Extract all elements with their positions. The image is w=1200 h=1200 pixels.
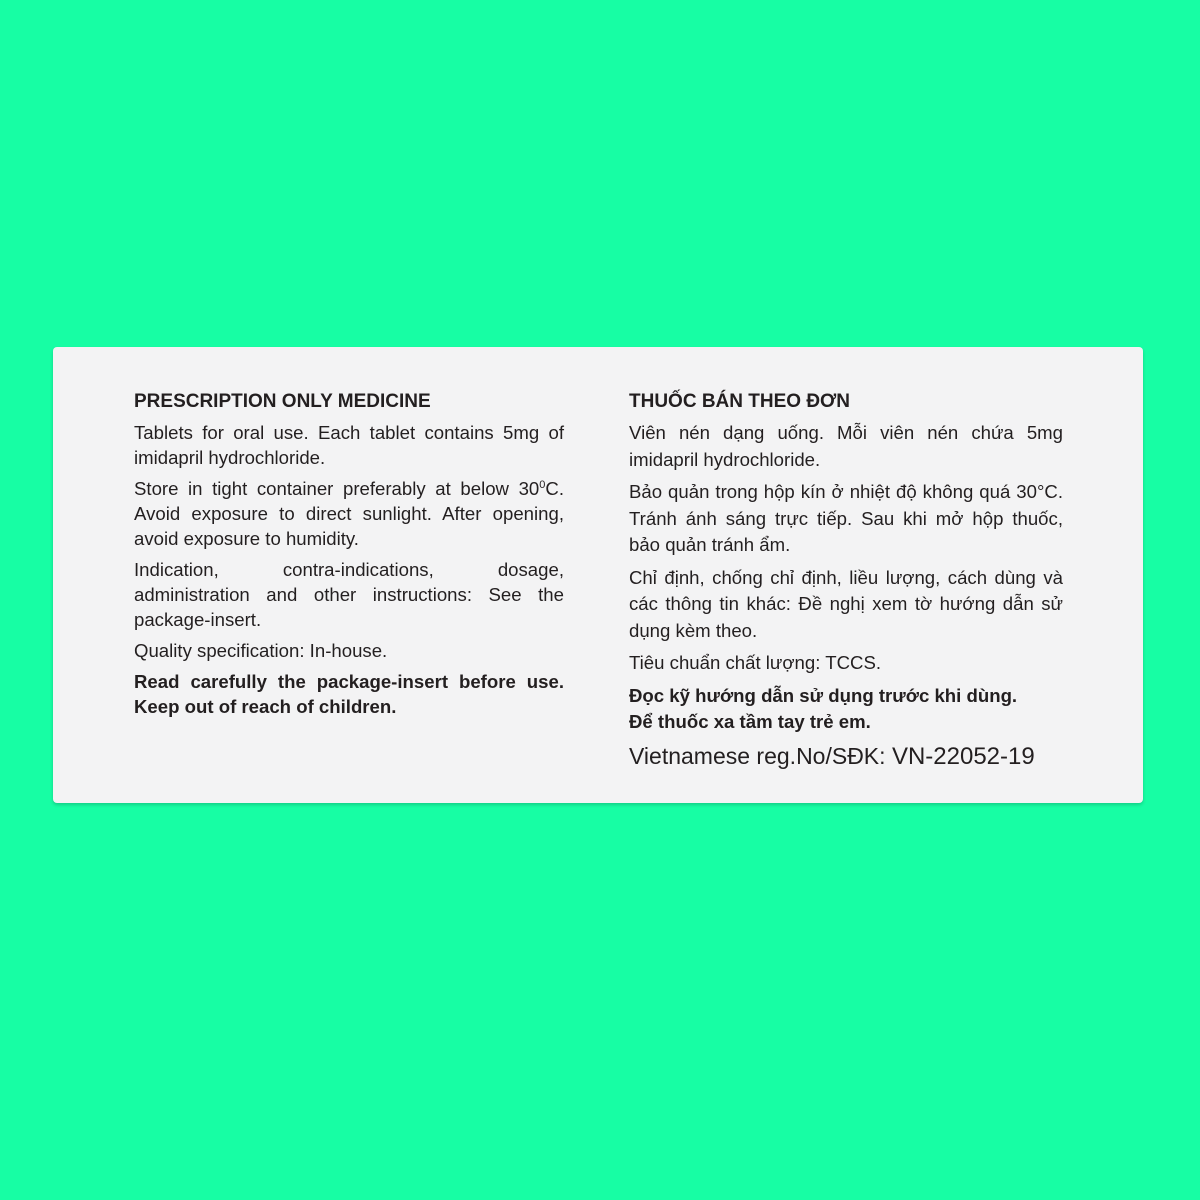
indication-text-vn: Chỉ định, chống chỉ định, liều lượng, cách dùng và các thông tin khác: Đề nghị xem tờ hướng dẫn sử dụng kèm theo. <box>629 566 1063 641</box>
degree-superscript: 0 <box>539 479 546 491</box>
vietnamese-text-column <box>629 389 1063 772</box>
package-label-panel <box>53 347 1143 803</box>
english-text-column <box>134 389 564 725</box>
composition-text-en: Tablets for oral use. Each tablet contains 5mg of imidapril hydrochloride. <box>134 422 564 468</box>
quality-text-en: Quality specification: In-house. <box>134 640 388 661</box>
quality-text-vn: Tiêu chuẩn chất lượng: TCCS. <box>629 652 882 673</box>
storage-text-vn: Bảo quản trong hộp kín ở nhiệt độ không quá 30°C. Tránh ánh sáng trực tiếp. Sau khi mở hộp thuốc, bảo quản tránh ẩm. <box>629 481 1063 555</box>
registration-number <box>629 741 1063 772</box>
storage-text-en <box>134 476 564 551</box>
storage-text-en-part2: C. Avoid exposure to direct sunlight. After opening, avoid exposure to humidity. <box>134 478 564 549</box>
registration-label: Vietnamese reg.No/SĐK: <box>629 742 892 769</box>
registration-code: VN-22052-19 <box>891 742 1035 770</box>
composition-text-vn: Viên nén dạng uống. Mỗi viên nén chứa 5mg imidapril hydrochloride. <box>629 422 1063 470</box>
storage-text-en-part1: Store in tight container preferably at below 30 <box>134 478 540 499</box>
warning-text-en: Read carefully the package-insert before use. Keep out of reach of children. <box>134 671 564 717</box>
prescription-heading-vn: THUỐC BÁN THEO ĐƠN <box>629 391 850 412</box>
warning-text-vn-line1: Đọc kỹ hướng dẫn sử dụng trước khi dùng. <box>629 684 1018 706</box>
indication-text-en: Indication, contra-indications, dosage, administration and other instructions: See the package-insert. <box>134 559 564 630</box>
warning-text-vn-line2: Để thuốc xa tầm tay trẻ em. <box>629 710 871 732</box>
prescription-heading-en: PRESCRIPTION ONLY MEDICINE <box>134 391 431 412</box>
